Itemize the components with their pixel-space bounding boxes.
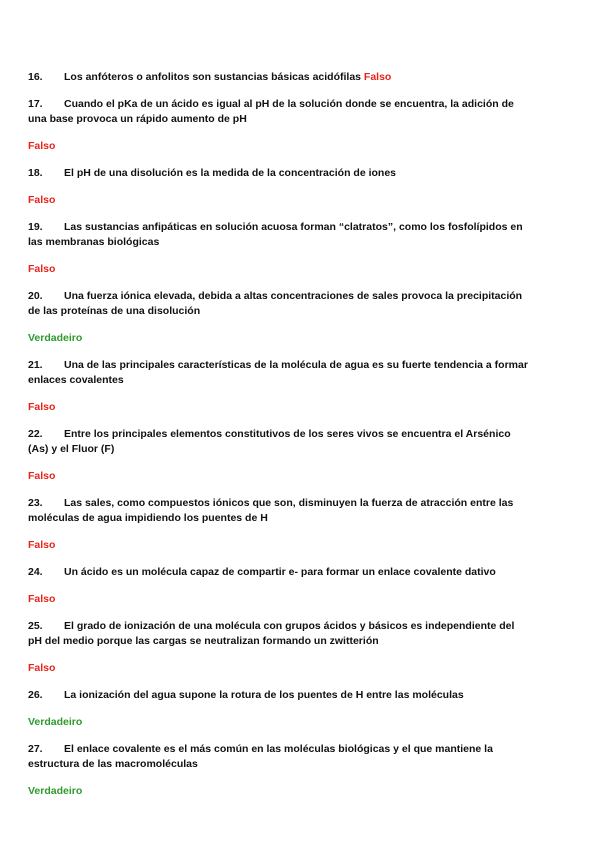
question-23 (28, 496, 528, 526)
question-19 (28, 220, 528, 250)
answer-false: Falso (28, 194, 56, 206)
question-text: Una fuerza iónica elevada, debida a altas concentraciones de sales provoca la precipitación de las proteínas de una disolución (28, 290, 523, 317)
question-number: 16. (28, 71, 43, 83)
question-26 (28, 688, 528, 703)
question-22 (28, 427, 528, 457)
question-27 (28, 742, 528, 772)
question-24 (28, 565, 528, 580)
question-number: 27. (28, 743, 43, 755)
question-number: 21. (28, 359, 43, 371)
question-number: 17. (28, 98, 43, 110)
question-number: 22. (28, 428, 43, 440)
question-text: El pH de una disolución es la medida de la concentración de iones (64, 167, 396, 179)
question-text: Las sales, como compuestos iónicos que son, disminuyen la fuerza de atracción entre las moléculas de agua impidiendo los puentes de H (28, 497, 514, 524)
answer-false: Falso (28, 539, 56, 551)
question-text: El enlace covalente es el más común en las moléculas biológicas y el que mantiene la estructura de las macromoléculas (28, 743, 493, 770)
question-number: 23. (28, 497, 43, 509)
question-text: Un ácido es un molécula capaz de compartir e- para formar un enlace covalente dativo (64, 566, 496, 578)
question-16 (28, 70, 528, 85)
answer-false: Falso (28, 593, 56, 605)
answer-true: Verdadeiro (28, 332, 83, 344)
question-text: La ionización del agua supone la rotura de los puentes de H entre las moléculas (64, 689, 464, 701)
question-text: Cuando el pKa de un ácido es igual al pH de la solución donde se encuentra, la adición de una base provoca un rápido aumento de pH (28, 98, 514, 125)
question-25 (28, 619, 528, 649)
answer-false: Falso (28, 470, 56, 482)
answer-false: Falso (28, 140, 56, 152)
answer-false: Falso (28, 662, 56, 674)
answer-true: Verdadeiro (28, 716, 83, 728)
question-text: Los anfóteros o anfolitos son sustancias básicas acidófilas (64, 71, 361, 83)
answer-true: Verdadeiro (28, 785, 83, 797)
answer-false: Falso (28, 401, 56, 413)
question-number: 24. (28, 566, 43, 578)
question-text: El grado de ionización de una molécula con grupos ácidos y básicos es independiente del pH del medio porque las cargas se neutralizan formando un zwitterión (28, 620, 515, 647)
question-number: 19. (28, 221, 43, 233)
question-number: 20. (28, 290, 43, 302)
question-18 (28, 166, 528, 181)
answer-false: Falso (28, 263, 56, 275)
question-number: 18. (28, 167, 43, 179)
question-text: Una de las principales características de la molécula de agua es su fuerte tendencia a formar enlaces covalentes (28, 359, 528, 386)
question-number: 26. (28, 689, 43, 701)
question-20 (28, 289, 528, 319)
answer-false: Falso (363, 71, 392, 83)
question-number: 25. (28, 620, 43, 632)
question-17 (28, 97, 528, 127)
question-text: Las sustancias anfipáticas en solución acuosa forman “clatratos”, como los fosfolípidos en las membranas biológicas (28, 221, 523, 248)
document-page (28, 70, 528, 811)
question-21 (28, 358, 528, 388)
question-text: Entre los principales elementos constitutivos de los seres vivos se encuentra el Arsénico (As) y el Fluor (F) (28, 428, 511, 455)
